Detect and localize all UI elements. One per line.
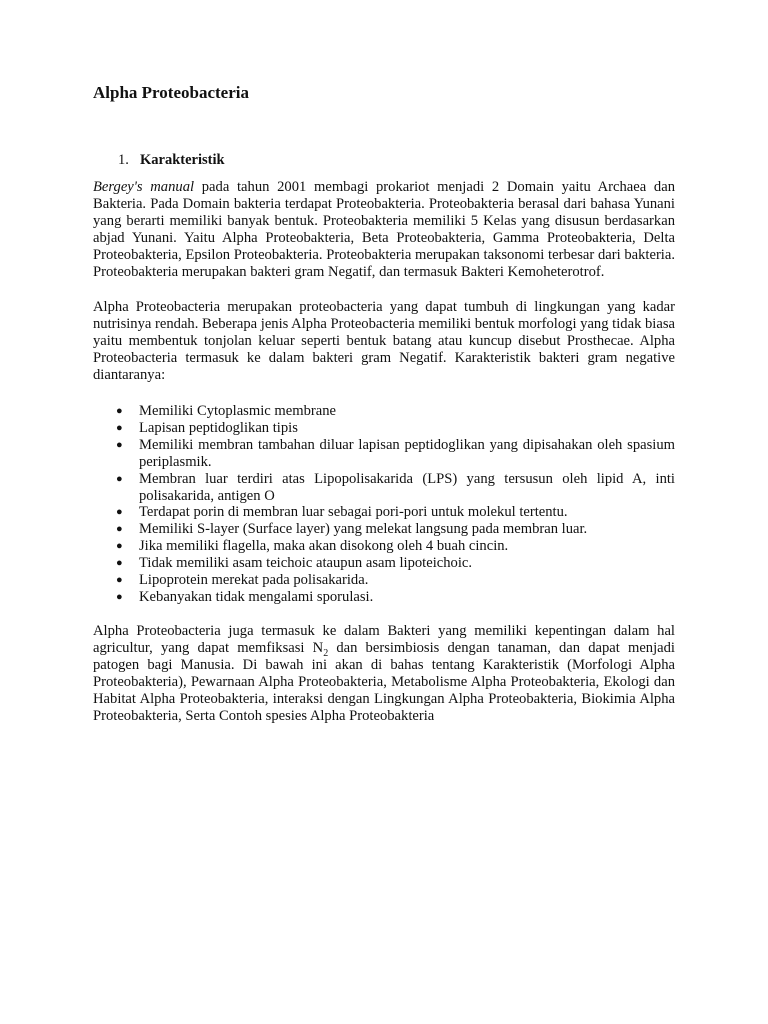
paragraph-importance-text-b: dan bersimbiosis dengan tanaman, dan dapat menjadi patogen bagi Manusia. Di bawah ini akan di bahas tentang Karakteristik (Morfologi Alpha Proteobakteria), Pewarnaan Alpha Proteobakteria, Metabolisme Alpha Proteobakteria, Ekologi dan Habitat Alpha Proteobakteria, interaksi dengan Lingkungan Alpha Proteobakteria, Biokimia Alpha Proteobakteria, Serta Contoh spesies Alpha Proteobakteria bbox=[93, 640, 675, 725]
list-item-text: Membran luar terdiri atas Lipopolisakarida (LPS) yang tersusun oleh lipid A, inti polisakarida, antigen O bbox=[139, 470, 675, 504]
paragraph-intro bbox=[93, 179, 675, 282]
paragraph-alpha-description: Alpha Proteobacteria merupakan proteobacteria yang dapat tumbuh di lingkungan yang kadar nutrisinya rendah. Beberapa jenis Alpha Proteobacteria memiliki bentuk morfologi yang tidak biasa yaitu membentuk tonjolan keluar seperti bentuk batang atau kuncup disebut Prosthecae. Alpha Proteobacteria termasuk ke dalam bakteri gram Negatif. Karakteristik bakteri gram negative diantaranya: bbox=[93, 298, 675, 383]
paragraph-importance bbox=[93, 623, 675, 726]
bullet-icon: ● bbox=[116, 421, 123, 434]
section-number: 1. bbox=[118, 152, 129, 168]
list-item bbox=[93, 471, 675, 505]
list-item bbox=[93, 572, 675, 589]
list-item bbox=[93, 555, 675, 572]
list-item bbox=[93, 521, 675, 538]
list-item-text: Memiliki S-layer (Surface layer) yang melekat langsung pada membran luar. bbox=[139, 521, 588, 538]
list-item bbox=[93, 420, 675, 437]
list-item bbox=[93, 403, 675, 420]
bullet-icon: ● bbox=[116, 557, 123, 570]
section-heading-label: Karakteristik bbox=[140, 152, 225, 168]
nitrogen-subscript: 2 bbox=[323, 647, 329, 659]
paragraph-importance-text-a: Alpha Proteobacteria juga termasuk ke dalam Bakteri yang memiliki kepentingan dalam hal agricultur, yang dapat memfiksasi N bbox=[93, 622, 675, 656]
bullet-icon: ● bbox=[116, 523, 123, 536]
bullet-icon: ● bbox=[116, 574, 123, 587]
list-item bbox=[93, 437, 675, 471]
bullet-icon: ● bbox=[116, 438, 123, 451]
bergeys-manual-reference: Bergey's manual bbox=[93, 179, 195, 195]
gram-negative-characteristics-list bbox=[93, 403, 675, 606]
document-page bbox=[93, 82, 675, 725]
list-item-text: Lapisan peptidoglikan tipis bbox=[139, 419, 298, 436]
list-item bbox=[93, 589, 675, 606]
bullet-icon: ● bbox=[116, 472, 123, 485]
bullet-icon: ● bbox=[116, 405, 123, 418]
bullet-icon: ● bbox=[116, 591, 123, 603]
bullet-icon: ● bbox=[116, 506, 123, 519]
list-item bbox=[93, 504, 675, 521]
document-title: Alpha Proteobacteria bbox=[93, 83, 249, 102]
list-item-text: Memiliki Cytoplasmic membrane bbox=[139, 403, 336, 420]
list-item-text: Memiliki membran tambahan diluar lapisan peptidoglikan yang dipisahakan oleh spasium periplasmik. bbox=[139, 436, 675, 470]
list-item-text: Tidak memiliki asam teichoic ataupun asam lipoteichoic. bbox=[139, 555, 473, 572]
list-item-text: Jika memiliki flagella, maka akan disokong oleh 4 buah cincin. bbox=[139, 538, 509, 555]
list-item bbox=[93, 538, 675, 555]
section-heading bbox=[93, 150, 675, 170]
list-item-text: Terdapat porin di membran luar sebagai pori-pori untuk molekul tertentu. bbox=[139, 504, 568, 521]
list-item-text: Kebanyakan tidak mengalami sporulasi. bbox=[139, 589, 374, 605]
list-item-text: Lipoprotein merekat pada polisakarida. bbox=[139, 572, 369, 589]
paragraph-intro-text: pada tahun 2001 membagi prokariot menjadi 2 Domain yaitu Archaea dan Bakteria. Pada Domain bakteria terdapat Proteobakteria. Proteobakteria berasal dari bahasa Yunani yang berarti memiliki banyak bentuk. Proteobakteria memiliki 5 Kelas yang disusun berdasarkan abjad Yunani. Yaitu Alpha Proteobakteria, Beta Proteobakteria, Gamma Proteobakteria, Delta Proteobakteria, Epsilon Proteobakteria. Proteobakteria merupakan taksonomi terbesar dari bakteria. Proteobakteria merupakan bakteri gram Negatif, dan termasuk Bakteri Kemoheterotrof. bbox=[93, 179, 676, 281]
bullet-icon: ● bbox=[116, 540, 123, 553]
